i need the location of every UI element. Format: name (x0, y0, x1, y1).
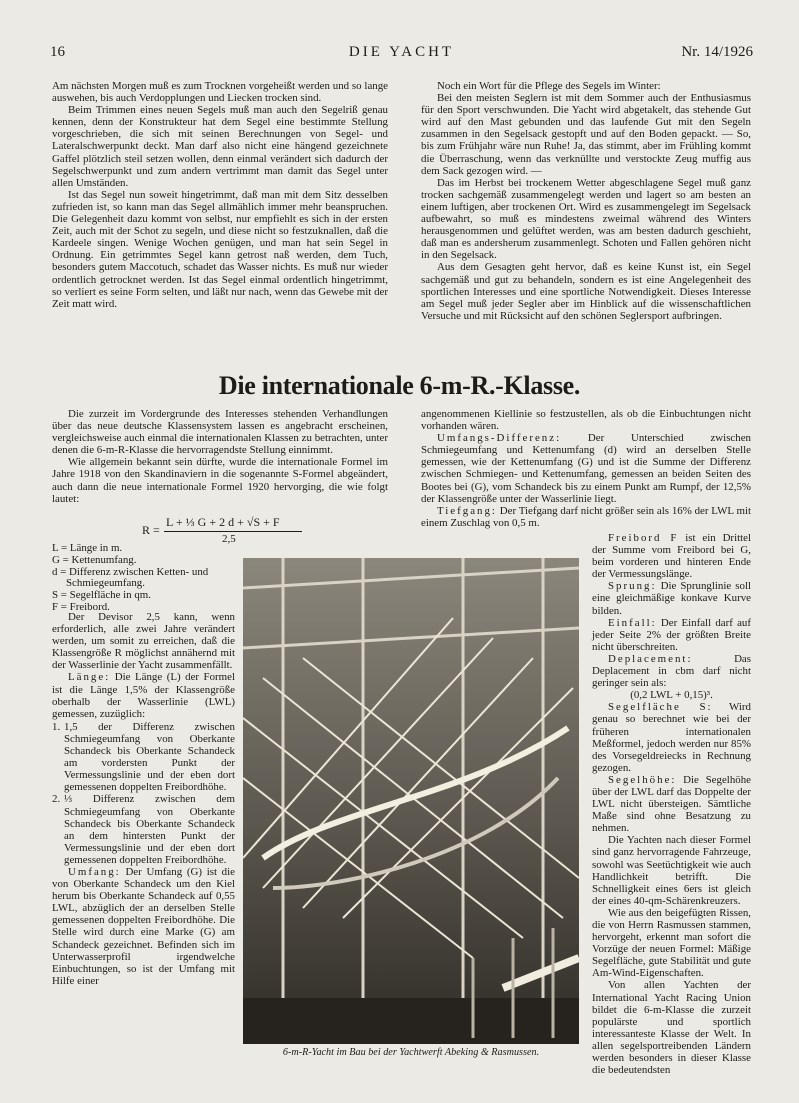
paragraph (592, 774, 751, 834)
definition: Die Sprunglinie soll eine gleichmäßige konkave Kurve bilden. (592, 580, 751, 617)
photo-illustration (243, 558, 579, 1044)
rating-formula (142, 515, 332, 545)
paragraph: Am nächsten Morgen muß es zum Trocknen vorgeheißt werden und so lange auswehen, bis auch Verdopplungen und Liecken trocken sind. (52, 80, 388, 105)
list-text: ⅓ Differenz zwischen dem Schmiegeumfang von Oberkante Schandeck bis Oberkante Schandeck an dem hintersten Punkt der Vermessungslinie und der eben dort gemessenen doppelten Freibordhöhe. (64, 793, 235, 866)
term: Segelfläche S: (608, 701, 713, 714)
paragraph (421, 432, 751, 505)
fraction-bar (164, 531, 302, 532)
list-marker: 2. (52, 793, 61, 806)
term: Deplacement: (608, 652, 693, 665)
paragraph: Wie aus den beigefügten Rissen, die von Herrn Rasmussen stammen, hervorgeht, erkennt man sofort die Vorzüge der neuen Formel: Mäßige Segelfläche, gute Stabilität und gute Am-Wind-Eigenschaften. (592, 906, 751, 980)
paragraph: Die Yachten nach dieser Formel sind ganz hervorragende Fahrzeuge, sowohl was Seetüchtigkeit wie auch Handlichkeit betrifft. Die Schnelligkeit eines 6ers ist gleich der eines 40-qm-Schärenkreuzers. (592, 834, 751, 907)
paragraph: Die zurzeit im Vordergrunde des Interesses stehenden Verhandlungen über das neue deutsche Klassensystem lassen es angebracht erscheinen, vergleichsweise auch einmal die internationalen Klassen zu betrachten, unter denen die 6-m-R-Klasse die hervorragendste Stellung einnimmt. (52, 408, 388, 457)
paragraph: angenommenen Kiellinie so festzustellen, als ob die Einbuchtungen nicht vorhanden wären. (421, 408, 751, 433)
definition: Der Einfall darf auf jeder Seite 2% der größten Breite nicht überschreiten. (592, 616, 751, 653)
intro-column (52, 408, 388, 505)
term: Segelhöhe: (608, 773, 677, 786)
list-item (52, 793, 235, 866)
definition: Die Länge (L) der Formel ist die Länge 1,5% der Klassengröße oberhalb der Wasserlinie (LWL) gemessen, zuzüglich: (52, 671, 235, 720)
paragraph: Noch ein Wort für die Pflege des Segels im Winter: (437, 80, 661, 92)
paragraph: Bei den meisten Seglern ist mit dem Sommer auch der Enthusiasmus für den Sport verschwunden. Die Yacht wird abgetakelt, das stehende Gut wird auf den Mast gebunden und das laufende Gut mit den Segeln zusammen in den Segelsack gestopft und auf den Boden gepackt. — So, bis zum Frühjahr wäre nun Ruhe! Ja, das stimmt, aber im Frühling kommt die Überraschung, wenn das verknüllte und verstockte Zeug muffig aus dem Sack gezogen wird. — (421, 92, 751, 177)
photo-caption: 6-m-R-Yacht im Bau bei der Yachtwerft Abeking & Rasmussen. (282, 1047, 540, 1058)
formula-lhs: R = (142, 523, 160, 537)
paragraph (52, 866, 235, 987)
list-item (52, 721, 235, 794)
term: Einfall: (608, 616, 657, 629)
term: Tiefgang: (437, 504, 497, 517)
paragraph (421, 505, 751, 529)
paragraph (592, 617, 751, 653)
deplacement-formula: (0,2 LWL + 0,15)³. (630, 689, 713, 702)
paragraph (592, 532, 751, 580)
paragraph: Beim Trimmen eines neuen Segels muß man auch den Segelriß genau kennen, denn der Konstrukteur hat dem Segel eine bestimmte Stellung vorgeschrieben, die sich mit seinen Berechnungen von Segel- und Lateralschwerpunkt deckt. Man darf also nicht eine hängend gezeichnete Gaffel plötzlich steil setzen wollen, denn einmal verändert sich dadurch der Segelschwerpunkt und zum andern vertrimmt man damit das Segel unter allen Umständen. (52, 104, 388, 189)
legend-item: S = Segelfläche in qm. (52, 589, 151, 602)
legend-item: G = Kettenumfang. (52, 553, 137, 566)
paragraph: Wie allgemein bekannt sein dürfte, wurde die internationale Formel im Jahre 1918 von den Skandinaviern in die sogenannte S-Formel abgeändert, auch dann die neue internationale Formel 1920 hervorging, die wie folgt lautet: (52, 456, 388, 505)
term: Länge: (68, 671, 111, 684)
term: Freibord F (608, 532, 679, 544)
definition: Der Umfang (G) ist die von Oberkante Schandeck um den Kiel herum bis Oberkante Schandeck auf 0,55 LWL, abzüglich der an derselben Stelle gemessenen doppelten Freibordhöhe. Die Stelle wird durch eine Marke (G) am Schandeck gezeichnet. Befinden sich im Unterwasserprofil irgendwelche Einbuchtungen, so ist der Umfang mit Hilfe einer (52, 865, 235, 987)
term: Umfangs-Differenz: (437, 432, 562, 445)
right-top-text (421, 408, 751, 529)
paragraph (52, 671, 235, 719)
issue-number: Nr. 14/1926 (681, 44, 753, 60)
paragraph (592, 701, 751, 774)
magazine-title: DIE YACHT (348, 44, 455, 60)
term: Umfang: (68, 865, 121, 878)
formula-denominator: 2,5 (222, 533, 236, 545)
definition: Der Unterschied zwischen Schmiegeumfang und Kettenumfang (d) wird an derselben Stelle gemessen, wie der Kettenumfang (G) und ist die Summe der Differenz zwischen Schmiegen- und Kettenumfang, gemessen an beiden Seiten des Bootes bei (G), vom Schandeck bis zu einem Punkt am Rumpf, der 12,5% der Klassengröße unter der Wasserlinie liegt. (421, 432, 751, 505)
page-header (50, 44, 753, 68)
legend-item: F = Freibord. (52, 600, 110, 613)
article-headline: Die internationale 6-m-R.-Klasse. (218, 371, 581, 400)
paragraph: Der Devisor 2,5 kann, wenn erforderlich, alle zwei Jahre verändert werden, um somit zu erreichen, daß die Klassengröße R möglichst annähernd mit der Wasserlinie der Yacht zusammenfällt. (52, 611, 235, 672)
top-right-column (421, 80, 751, 322)
right-column (592, 532, 751, 1076)
page-number: 16 (50, 44, 65, 60)
length-list (52, 721, 235, 866)
formula-numerator: L + ⅓ G + 2 d + √S + F (166, 515, 280, 529)
list-text: 1,5 der Differenz zwischen Schmiegeumfang von Oberkante Schandeck bis Oberkante Schandeck am vordersten Punkt der Vermessungslinie und der eben dort gemessenen doppelten Freibordhöhe. (64, 720, 235, 794)
paragraph: Das im Herbst bei trockenem Wetter abgeschlagene Segel muß ganz trocken sachgemäß zusammengelegt werden und lagert so am besten an einem luftigen, aber trockenen Ort. Wird es zusammengelegt im Segelsack aufbewahrt, so muß es mindestens zweimal während des Winters herausgenommen und gelüftet werden, was am besten dadurch geschieht, daß man es andersherum zusammenlegt. Schoten und Fallen gehören nicht in den Segelsack. (421, 176, 751, 262)
legend-item: L = Länge in m. (52, 542, 123, 554)
legend-item: d = Differenz zwischen Ketten- und Schmiegeumfang. (52, 565, 209, 590)
list-marker: 1. (52, 720, 61, 733)
definition: Die Segelhöhe über der LWL darf das Doppelte der LWL nicht übersteigen. Sämtliche Maße sind ohne Besatzung zu nehmen. (592, 773, 751, 835)
definition: Das Deplacement in cbm darf nicht geringer sein als: (592, 652, 751, 690)
paragraph: Ist das Segel nun soweit hingetrimmt, daß man mit dem Sitz desselben zufrieden ist, so kann man das Segel allmählich immer mehr beanspruchen. Die Gelegenheit dazu kommt von selbst, nur empfiehlt es sich in der ersten Zeit, auch mit der Schot zu segeln, und diese nicht so festzuknallen, daß die Kardeele singen. Wenige Wochen genügen, und man hat sein Segel in Ordnung. Ein getrimmtes Segel kann getrost naß werden, dem Tuch, besonders gutem Maccotuch, schadet das Wasser nichts. Es muß nur wieder ordentlich getrocknet werden. Ist das Segel einmal ordentlich hingetrimmt, so verliert es seine Form selten, und läßt nur nach, wenn das Gewebe mit der Zeit matt wird. (52, 188, 388, 310)
term: Sprung: (608, 580, 657, 593)
left-column (52, 611, 235, 987)
paragraph (592, 653, 751, 689)
definition: Wird genau so berechnet wie bei der früheren internationalen Meßformel, jedoch werden nur 85% des Vorsegeldreiecks in Rechnung gezogen. (592, 701, 751, 774)
definition: ist ein Drittel der Summe vom Freibord bei G, beim vorderen und hinteren Ende der Vermessungslänge. (592, 532, 751, 581)
paragraph (592, 580, 751, 616)
paragraph: Von allen Yachten der International Yacht Racing Union bildet die 6-m-Klasse die zurzeit populärste und sportlich interessanteste Klasse der Welt. In allen segelsportreibenden Ländern werden besonders in dieser Klasse die bedeutendsten (592, 979, 751, 1077)
definition: Der Tiefgang darf nicht größer sein als 16% der LWL mit einem Zuschlag von 0,5 m. (421, 504, 751, 529)
top-left-column (52, 80, 388, 310)
yacht-construction-photo (243, 558, 579, 1044)
paragraph: Aus dem Gesagten geht hervor, daß es keine Kunst ist, ein Segel sachgemäß und gut zu behandeln, sondern es ist eine Angelegenheit des sportlichen Interesses und eine sportliche Notwendigkeit. Dieses Interesse am Segel muß jeder Segler aber im Hinblick auf die wissenschaftlichen Versuche und mit Rücksicht auf den schönen Seglersport aufbringen. (421, 261, 751, 322)
formula-legend (52, 543, 242, 614)
